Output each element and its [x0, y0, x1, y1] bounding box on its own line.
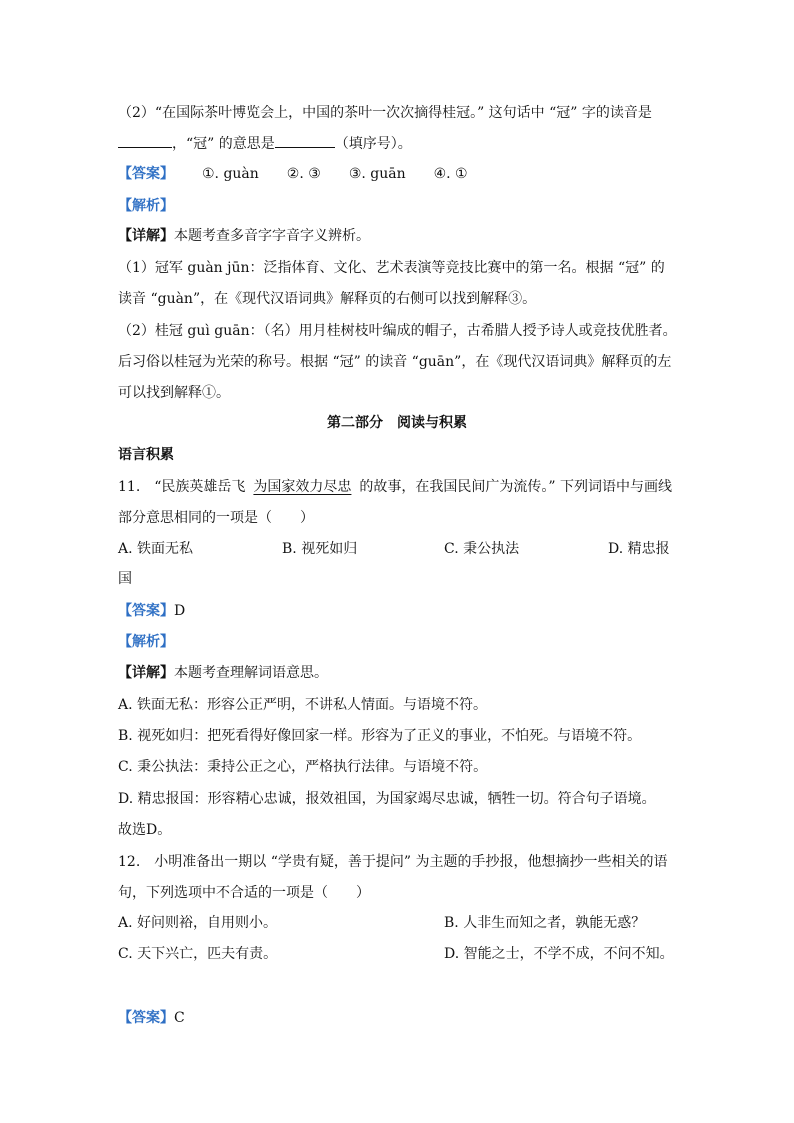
q11-explain-d: D. 精忠报国：形容精心忠诚，报效祖国，为国家竭尽忠诚，牺牲一切。符合句子语境。: [118, 791, 656, 807]
q11-option-a: A. 铁面无私: [118, 541, 194, 557]
q11-option-d: D. 精忠报: [608, 541, 670, 557]
q10-part2-line2: [118, 133, 412, 154]
q10-detail-p1-line1: （1）冠军 guàn jūn：泛指体育、文化、艺术表演等竞技比赛中的第一名。根据 “冠” 的: [118, 260, 665, 276]
q12-stem-line2: 句，下列选项中不合适的一项是（ ）: [118, 885, 370, 901]
analysis-label: 【解析】: [118, 634, 174, 650]
detail-text: 本题考查理解词语意思。: [174, 665, 328, 681]
q12-stem-line1: 12. 小明准备出一期以 “学贵有疑，善于提问” 为主题的手抄报，他想摘抄一些相关的语: [118, 854, 668, 870]
q10-part2-text-a: ，“冠” 的意思是: [172, 136, 275, 152]
analysis-label: 【解析】: [118, 198, 174, 214]
q11-stem-a: 11. “民族英雄岳飞: [118, 479, 246, 495]
detail-label: 【详解】: [118, 228, 174, 244]
answer-item: ②. ③: [286, 166, 321, 182]
q10-detail: [118, 226, 370, 246]
q11-stem-line2: 部分意思相同的一项是（ ）: [118, 510, 314, 526]
q10-detail-p2-line2: 后习俗以桂冠为光荣的称号。根据 “冠” 的读音 “guān”，在《现代汉语词典》解释页的左: [118, 354, 672, 370]
q11-explain-c: C. 秉公执法：秉持公正之心，严格执行法律。与语境不符。: [118, 759, 488, 775]
q12-option-d: D. 智能之士，不学不成，不问不知。: [444, 946, 674, 962]
q11-stem-b: 的故事，在我国民间广为流传。” 下列词语中与画线: [359, 479, 673, 495]
detail-text: 本题考查多音字字音字义辨析。: [174, 228, 370, 244]
q10-detail-p1-line2: 读音 “guàn”，在《现代汉语词典》解释页的右侧可以找到解释③。: [118, 291, 537, 307]
q11-underlined-phrase: 为国家效力尽忠: [253, 479, 352, 495]
answer-item: ④. ①: [433, 166, 468, 182]
answer-value: D: [174, 603, 186, 619]
q12-answer: [118, 1008, 185, 1028]
q12-option-b: B. 人非生而知之者，孰能无惑？: [444, 915, 646, 931]
answer-label: 【答案】: [118, 1010, 174, 1026]
part-title: 第二部分 阅读与积累: [327, 415, 467, 431]
q11-option-b: B. 视死如归: [282, 541, 358, 557]
q11-stem-line1: [118, 477, 672, 497]
q11-detail: [118, 663, 328, 683]
detail-label: 【详解】: [118, 665, 174, 681]
q11-conclusion: 故选D。: [118, 822, 172, 838]
answer-value: C: [174, 1010, 185, 1026]
q10-part2-text-b: （填序号）。: [334, 136, 412, 152]
q12-option-a: A. 好问则裕，自用则小。: [118, 915, 278, 931]
q10-answer: [118, 164, 468, 184]
answer-blank-1: [118, 133, 172, 148]
answer-label: 【答案】: [118, 603, 174, 619]
answer-item: ①. guàn: [202, 166, 259, 182]
q11-option-d-wrap: 国: [118, 571, 132, 587]
answer-label: 【答案】: [118, 166, 174, 182]
answer-item: ③. guān: [348, 166, 406, 182]
q11-explain-b: B. 视死如归：把死看得好像回家一样。形容为了正义的事业，不怕死。与语境不符。: [118, 728, 642, 744]
q10-detail-p2-line1: （2）桂冠 guì guān：（名）用月桂树枝叶编成的帽子，古希腊人授予诗人或竞技优胜者。: [118, 323, 677, 339]
answer-blank-2: [275, 133, 335, 148]
q10-detail-p2-line3: 可以找到解释①。: [118, 385, 230, 401]
q10-part2-line1: （2）“在国际茶叶博览会上，中国的茶叶一次次摘得桂冠。” 这句话中 “冠” 字的读音是: [118, 105, 652, 121]
q11-option-c: C. 秉公执法: [444, 541, 520, 557]
q11-answer: [118, 601, 185, 621]
section-title: 语言积累: [118, 447, 174, 463]
q12-option-c: C. 天下兴亡，匹夫有责。: [118, 946, 278, 962]
q11-explain-a: A. 铁面无私：形容公正严明，不讲私人情面。与语境不符。: [118, 697, 488, 713]
